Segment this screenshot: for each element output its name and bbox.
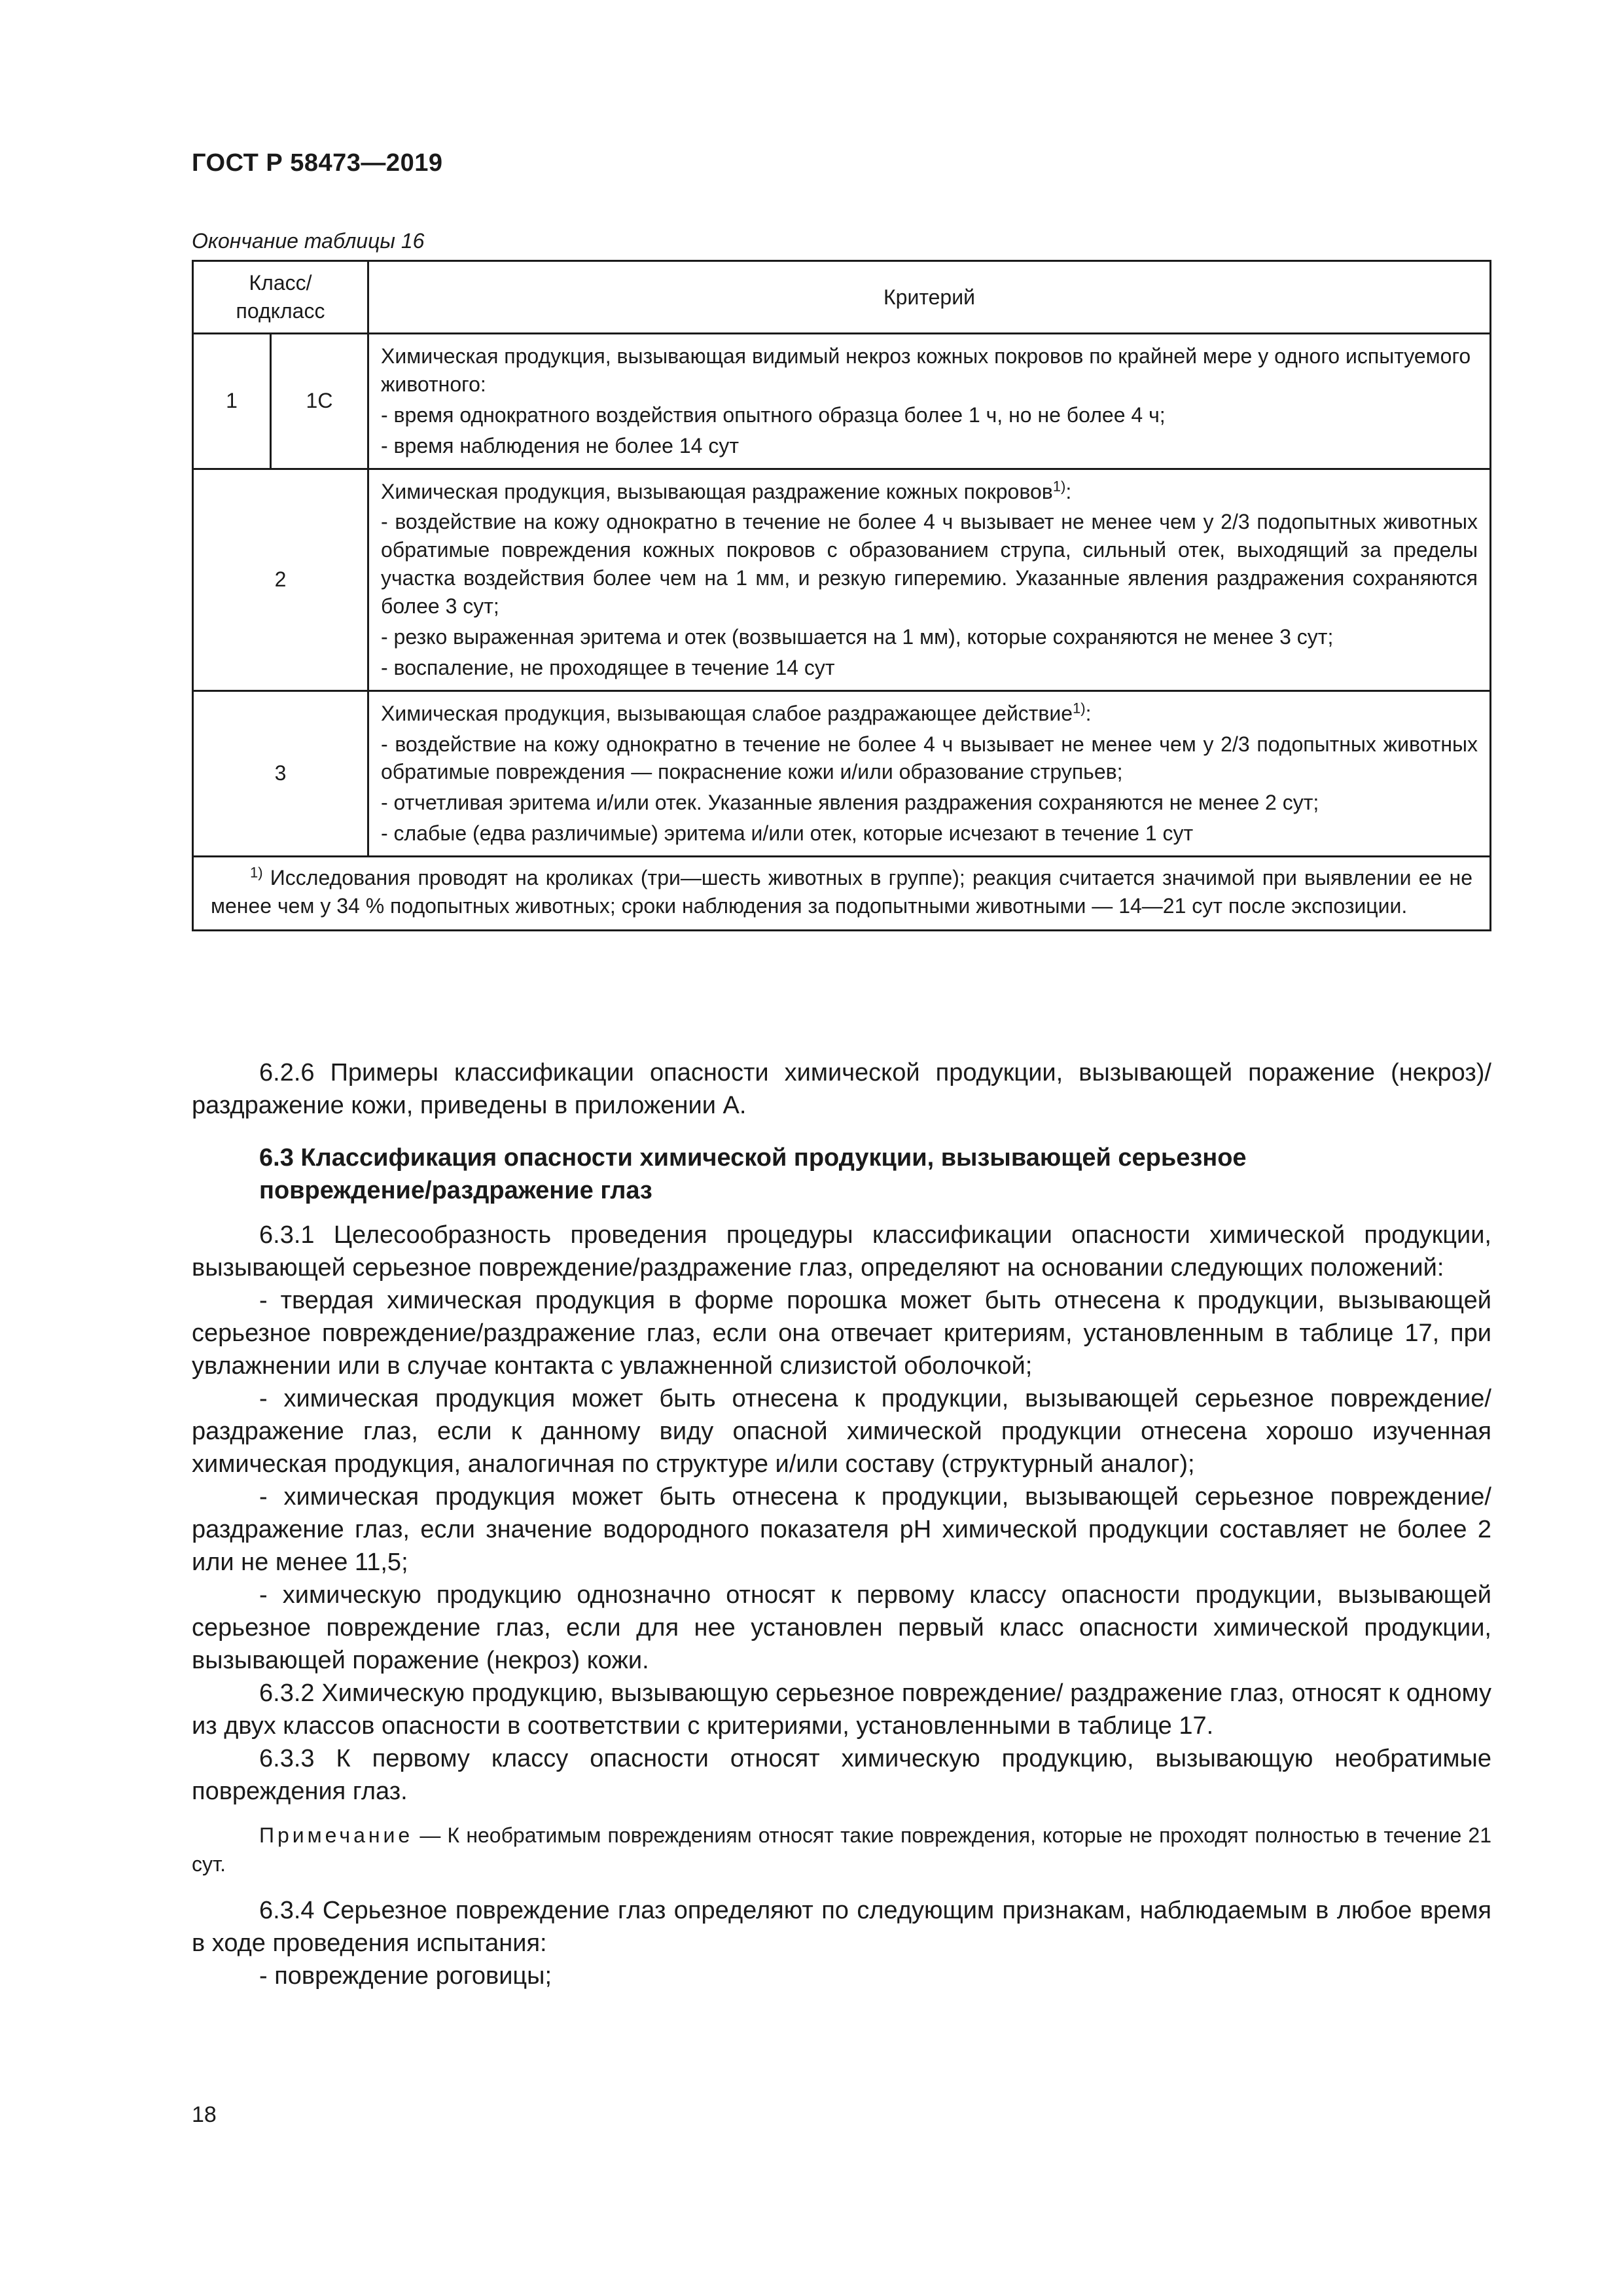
- criteria-table: [192, 260, 1491, 931]
- criterion-bullet: - воспаление, не проходящее в течение 14 сут: [381, 655, 835, 679]
- body-text: [192, 1056, 1491, 1992]
- criterion-bullet: - резко выраженная эритема и отек (возвышается на 1 мм), которые сохраняются не менее 3 сут;: [381, 624, 1334, 649]
- criterion-lead: Химическая продукция, вызывающая слабое раздражающее действие$^{1)}$:: [381, 699, 1092, 725]
- header-subclass-label: подкласс: [236, 299, 325, 323]
- class-cell: 2: [193, 469, 368, 691]
- table-footnote: [193, 857, 1491, 931]
- list-item: - химическая продукция может быть отнесена к продукции, вызывающей серьезное повреждение/раздражение глаз, если к данному виду опасной химической продукции отнесена хорошо изученная химическая продукция, аналогичная по структуре и/или составу (структурный аналог);: [192, 1385, 1491, 1478]
- note-text: — К необратимым повреждениям относят такие повреждения, которые не проходят полностью в течение 21 сут.: [192, 1823, 1491, 1876]
- criterion-bullet: - отчетливая эритема и/или отек. Указанные явления раздражения сохраняются не менее 2 сут;: [381, 791, 1319, 815]
- criterion-lead: Химическая продукция, вызывающая раздражение кожных покровов$^{1)}$:: [381, 477, 1072, 503]
- criterion-bullet: - время наблюдения не более 14 сут: [381, 433, 739, 457]
- list-item: - повреждение роговицы;: [259, 1962, 552, 1990]
- header-class-label: Класс/: [249, 271, 312, 295]
- class-cell: 1: [193, 334, 271, 469]
- criterion-cell: [368, 334, 1491, 469]
- criterion-cell: [368, 691, 1491, 856]
- criterion-bullet: - воздействие на кожу однократно в течение не более 4 ч вызывает не менее чем у 2/3 подопытных животных обратимые повреждения — покраснение кожи и/или образование струпьев;: [381, 732, 1478, 784]
- footnote-ref: 1): [1052, 477, 1066, 494]
- table-row-2: [193, 469, 1491, 691]
- page-number: 18: [192, 2102, 217, 2127]
- criterion-bullet: - слабые (едва различимые) эритема и/или отек, которые исчезают в течение 1 сут: [381, 821, 1194, 846]
- paragraph-6-2-6: 6.2.6 Примеры классификации опасности химической продукции, вызывающей поражение (некроз)/раздражение кожи, приведены в приложении А.: [192, 1059, 1491, 1119]
- criterion-bullet: - воздействие на кожу однократно в течение не более 4 ч вызывает не менее чем у 2/3 подопытных животных обратимые повреждения кожных покровов с образованием струпа, сильный отек, выходящий за пределы участка воздействия более чем на 1 мм, и резкую гиперемию. Указанные явления раздражения сохраняются более 3 сут;: [381, 510, 1478, 618]
- list-item: - химическая продукция может быть отнесена к продукции, вызывающей серьезное повреждение/раздражение глаз, если значение водородного показателя pH химической продукции составляет не более 2 или не менее 11,5;: [192, 1483, 1491, 1576]
- class-cell: 3: [193, 691, 368, 856]
- paragraph-6-3-4: 6.3.4 Серьезное повреждение глаз определяют по следующим признакам, наблюдаемым в любое время в ходе проведения испытания:: [192, 1897, 1491, 1957]
- list-item: - химическую продукцию однозначно относят к первому классу опасности продукции, вызывающей серьезное повреждение глаз, если для нее установлен первый класс опасности химической продукции, вызывающей поражение (некроз) кожи.: [192, 1581, 1491, 1674]
- paragraph-6-3-2: 6.3.2 Химическую продукцию, вызывающую серьезное повреждение/ раздражение глаз, относят к одному из двух классов опасности в соответствии с критериями, установленными в таблице 17.: [192, 1679, 1491, 1740]
- table-caption: Окончание таблицы 16: [192, 229, 425, 253]
- table-footnote-row: [193, 857, 1491, 931]
- note-label: Примечание: [259, 1823, 414, 1847]
- criterion-cell: [368, 469, 1491, 691]
- section-title-6-3: 6.3 Классификация опасности химической продукции, вызывающей серьезное повреждение/раздражение глаз: [259, 1144, 1247, 1204]
- header-criterion: Критерий: [368, 261, 1491, 334]
- note: [192, 1821, 1491, 1878]
- table-row-1c: [193, 334, 1491, 469]
- criterion-bullet: - время однократного воздействия опытного образца более 1 ч, но не более 4 ч;: [381, 403, 1166, 427]
- paragraph-6-3-1: 6.3.1 Целесообразность проведения процедуры классификации опасности химической продукции, вызывающей серьезное повреждение/раздражение глаз, определяют на основании следующих положений:: [192, 1221, 1491, 1282]
- footnote-text: Исследования проводят на кроликах (три—шесть животных в группе); реакция считается значимой при выявлении ее не менее чем у 34 % подопытных животных; сроки наблюдения за подопытными животными — 14—21 сут после экспозиции.: [211, 866, 1473, 918]
- table-row-3: [193, 691, 1491, 856]
- paragraph-6-3-3: 6.3.3 К первому классу опасности относят химическую продукцию, вызывающую необратимые повреждения глаз.: [192, 1745, 1491, 1805]
- subclass-cell: 1С: [271, 334, 368, 469]
- header-class-subclass: [193, 261, 368, 334]
- footnote-ref: 1): [1073, 699, 1086, 716]
- footnote-mark: 1): [250, 864, 263, 881]
- table-header-row: [193, 261, 1491, 334]
- list-item: - твердая химическая продукция в форме порошка может быть отнесена к продукции, вызывающей серьезное повреждение/раздражение глаз, если она отвечает критериям, установленным в таблице 17, при увлажнении или в случае контакта с увлажненной слизистой оболочкой;: [192, 1287, 1491, 1380]
- criterion-lead: Химическая продукция, вызывающая видимый некроз кожных покровов по крайней мере у одного испытуемого животного:: [381, 344, 1471, 396]
- document-id-header: ГОСТ Р 58473—2019: [192, 149, 443, 177]
